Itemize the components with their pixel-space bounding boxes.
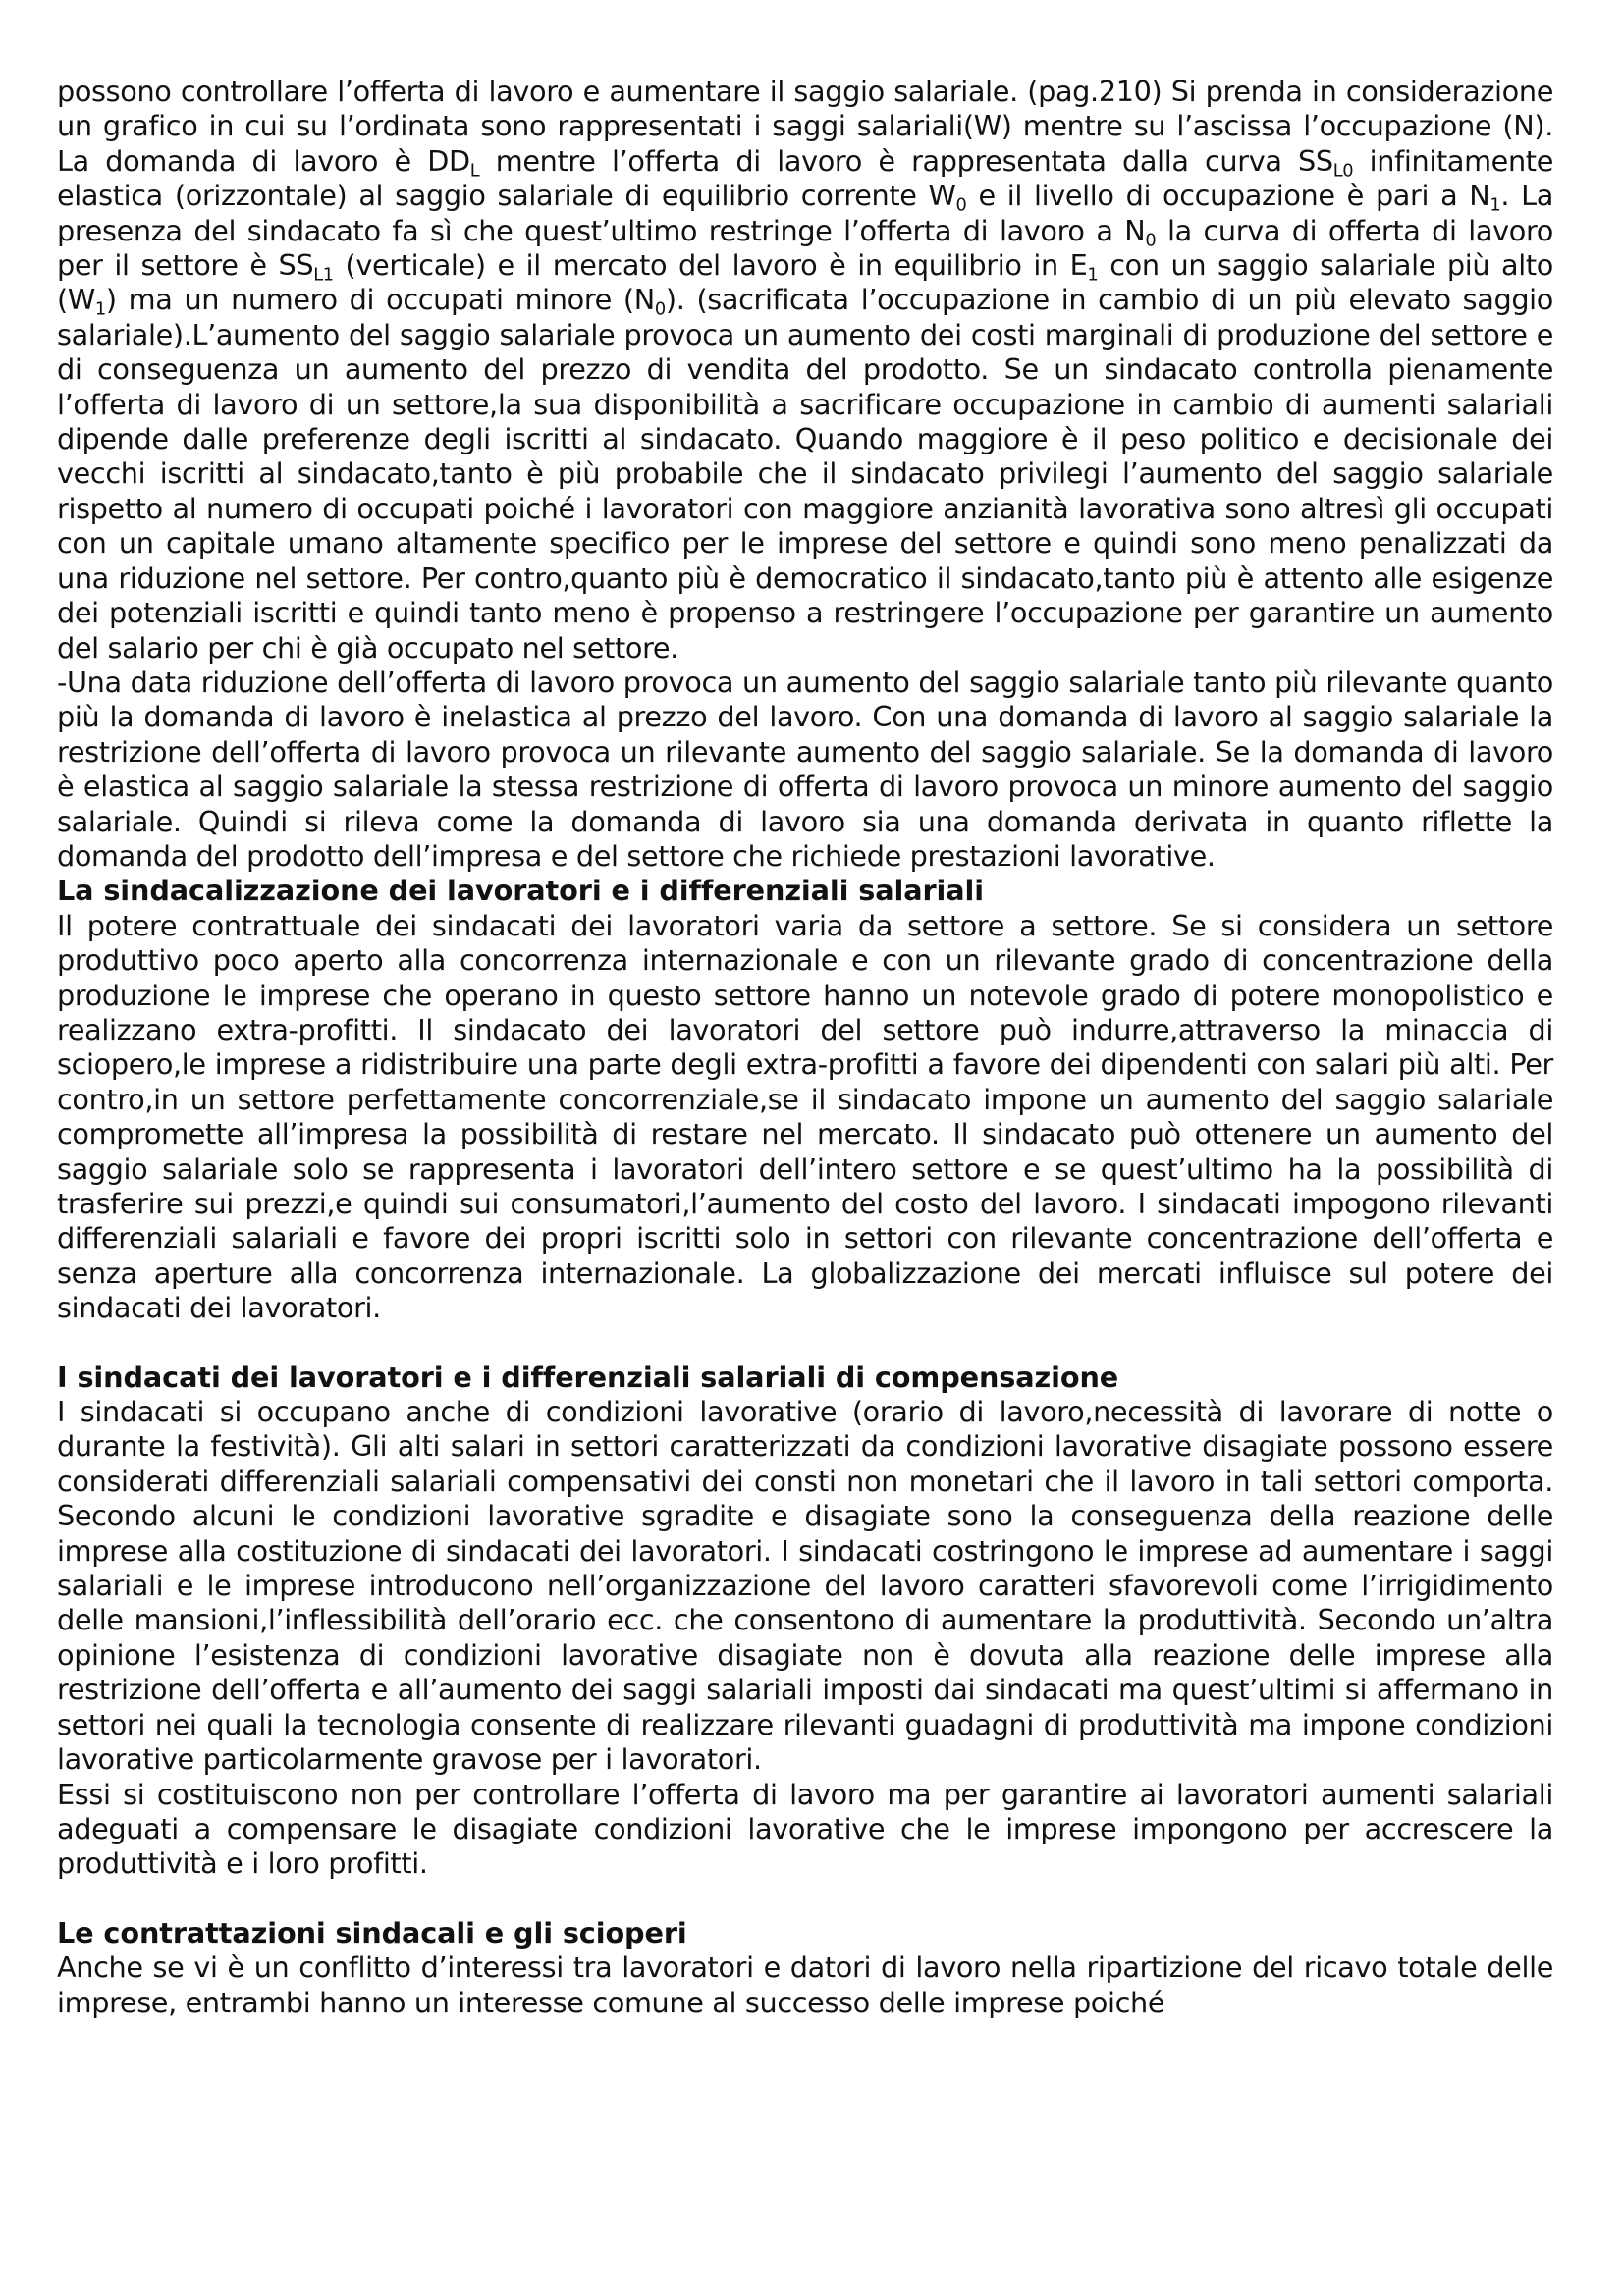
paragraph-conflict: Anche se vi è un conflitto d’interessi tra lavoratori e datori di lavoro nella ripartizione del ricavo totale delle imprese, entrambi hanno un interesse comune al successo delle imprese poiché	[57, 1950, 1553, 2019]
paragraph-bargaining-power: Il potere contrattuale dei sindacati dei lavoratori varia da settore a settore. Se si considera un settore produttivo poco aperto alla concorrenza internazionale e con un rilevante grado di concentrazione della produzione le imprese che operano in questo settore hanno un notevole grado di potere monopolistico e realizzano extra-profitti. Il sindacato dei lavoratori del settore può indurre,attraverso la minaccia di sciopero,le imprese a ridistribuire una parte degli extra-profitti a favore dei dipendenti con salari più alti. Per contro,in un settore perfettamente concorrenziale,se il sindacato impone un aumento del saggio salariale compromette all’impresa la possibilità di restare nel mercato. Il sindacato può ottenere un aumento del saggio salariale solo se rappresenta i lavoratori dell’intero settore e se quest’ultimo ha la possibilità di trasferire sui prezzi,e quindi sui consumatori,l’aumento del costo del lavoro. I sindacati impogono rilevanti differenziali salariali e favore dei propri iscritti solo in settori con rilevante concentrazione dell’offerta e senza aperture alla concorrenza internazionale. La globalizzazione dei mercati influisce sul potere dei sindacati dei lavoratori.	[57, 908, 1553, 1325]
heading-unionization: La sindacalizzazione dei lavoratori e i differenziali salariali	[57, 874, 985, 908]
paragraph-compensation: Essi si costituiscono non per controllare l’offerta di lavoro ma per garantire ai lavoratori aumenti salariali adeguati a compensare le disagiate condizioni lavorative che le imprese impongono per accrescere la produttività e i loro profitti.	[57, 1777, 1553, 1881]
heading-compensating-differentials: I sindacati dei lavoratori e i differenziali salariali di compensazione	[57, 1360, 1119, 1394]
paragraph-elasticity: -Una data riduzione dell’offerta di lavoro provoca un aumento del saggio salariale tanto più rilevante quanto più la domanda di lavoro è inelastica al prezzo del lavoro. Con una domanda di lavoro al saggio salariale la restrizione dell’offerta di lavoro provoca un rilevante aumento del saggio salariale. Se la domanda di lavoro è elastica al saggio salariale la stessa restrizione di offerta di lavoro provoca un minore aumento del saggio salariale. Quindi si rileva come la domanda di lavoro sia una domanda derivata in quanto riflette la domanda del prodotto dell’impresa e del settore che richiede prestazioni lavorative.	[57, 665, 1553, 873]
paragraph-spacer	[57, 1326, 1553, 1361]
paragraph-spacer	[57, 1882, 1553, 1916]
paragraph-working-conditions: I sindacati si occupano anche di condizioni lavorative (orario di lavoro,necessità di lavorare di notte o durante la festività). Gli alti salari in settori caratterizzati da condizioni lavorative disagiate possono essere considerati differenziali salariali compensativi dei consti non monetari che il lavoro in tali settori comporta. Secondo alcuni le condizioni lavorative sgradite e disagiate sono la conseguenza della reazione delle imprese alla costituzione di sindacati dei lavoratori. I sindacati costringono le imprese ad aumentare i saggi salariali e le imprese introducono nell’organizzazione del lavoro caratteri sfavorevoli come l’irrigidimento delle mansioni,l’inflessibilità dell’orario ecc. che consentono di aumentare la produttività. Secondo un’altra opinione l’esistenza di condizioni lavorative disagiate non è dovuta alla reazione delle imprese alla restrizione dell’offerta e all’aumento dei saggi salariali imposti dai sindacati ma quest’ultimi si affermano in settori nei quali la tecnologia consente di realizzare rilevanti guadagni di produttività ma impone condizioni lavorative particolarmente gravose per i lavoratori.	[57, 1395, 1553, 1777]
heading-bargaining-strikes: Le contrattazioni sindacali e gli scioperi	[57, 1915, 687, 1949]
document-page	[57, 75, 1553, 2020]
paragraph-labour-supply: possono controllare l’offerta di lavoro e aumentare il saggio salariale. (pag.210) Si prenda in considerazione un grafico in cui su l’ordinata sono rappresentati i saggi salariali(W) mentre su l’ascissa l’occupazione (N). La domanda di lavoro è $DD_L$ mentre l’offerta di lavoro è rappresentata dalla curva $SS_{L0}$ infinitamente elastica (orizzontale) al saggio salariale di equilibrio corrente $W_0$ e il livello di occupazione è pari a $N_1$. La presenza del sindacato fa sì che quest’ultimo restringe l’offerta di lavoro a $N_0$ la curva di offerta di lavoro per il settore è $SS_{L1}$ (verticale) e il mercato del lavoro è in equilibrio in $E_1$ con un saggio salariale più alto $(W_1)$ ma un numero di occupati minore $(N_0)$. (sacrificata l’occupazione in cambio di un più elevato saggio salariale).L’aumento del saggio salariale provoca un aumento dei costi marginali di produzione del settore e di conseguenza un aumento del prezzo di vendita del prodotto. Se un sindacato controlla pienamente l’offerta di lavoro di un settore,la sua disponibilità a sacrificare occupazione in cambio di aumenti salariali dipende dalle preferenze degli iscritti al sindacato. Quando maggiore è il peso politico e decisionale dei vecchi iscritti al sindacato,tanto è più probabile che il sindacato privilegi l’aumento del saggio salariale rispetto al numero di occupati poiché i lavoratori con maggiore anzianità lavorativa sono altresì gli occupati con un capitale umano altamente specifico per le imprese del settore e quindi sono meno penalizzati da una riduzione nel settore. Per contro,quanto più è democratico il sindacato,tanto più è attento alle esigenze dei potenziali iscritti e quindi tanto meno è propenso a restringere l’occupazione per garantire un aumento del salario per chi è già occupato nel settore.	[57, 75, 1554, 665]
